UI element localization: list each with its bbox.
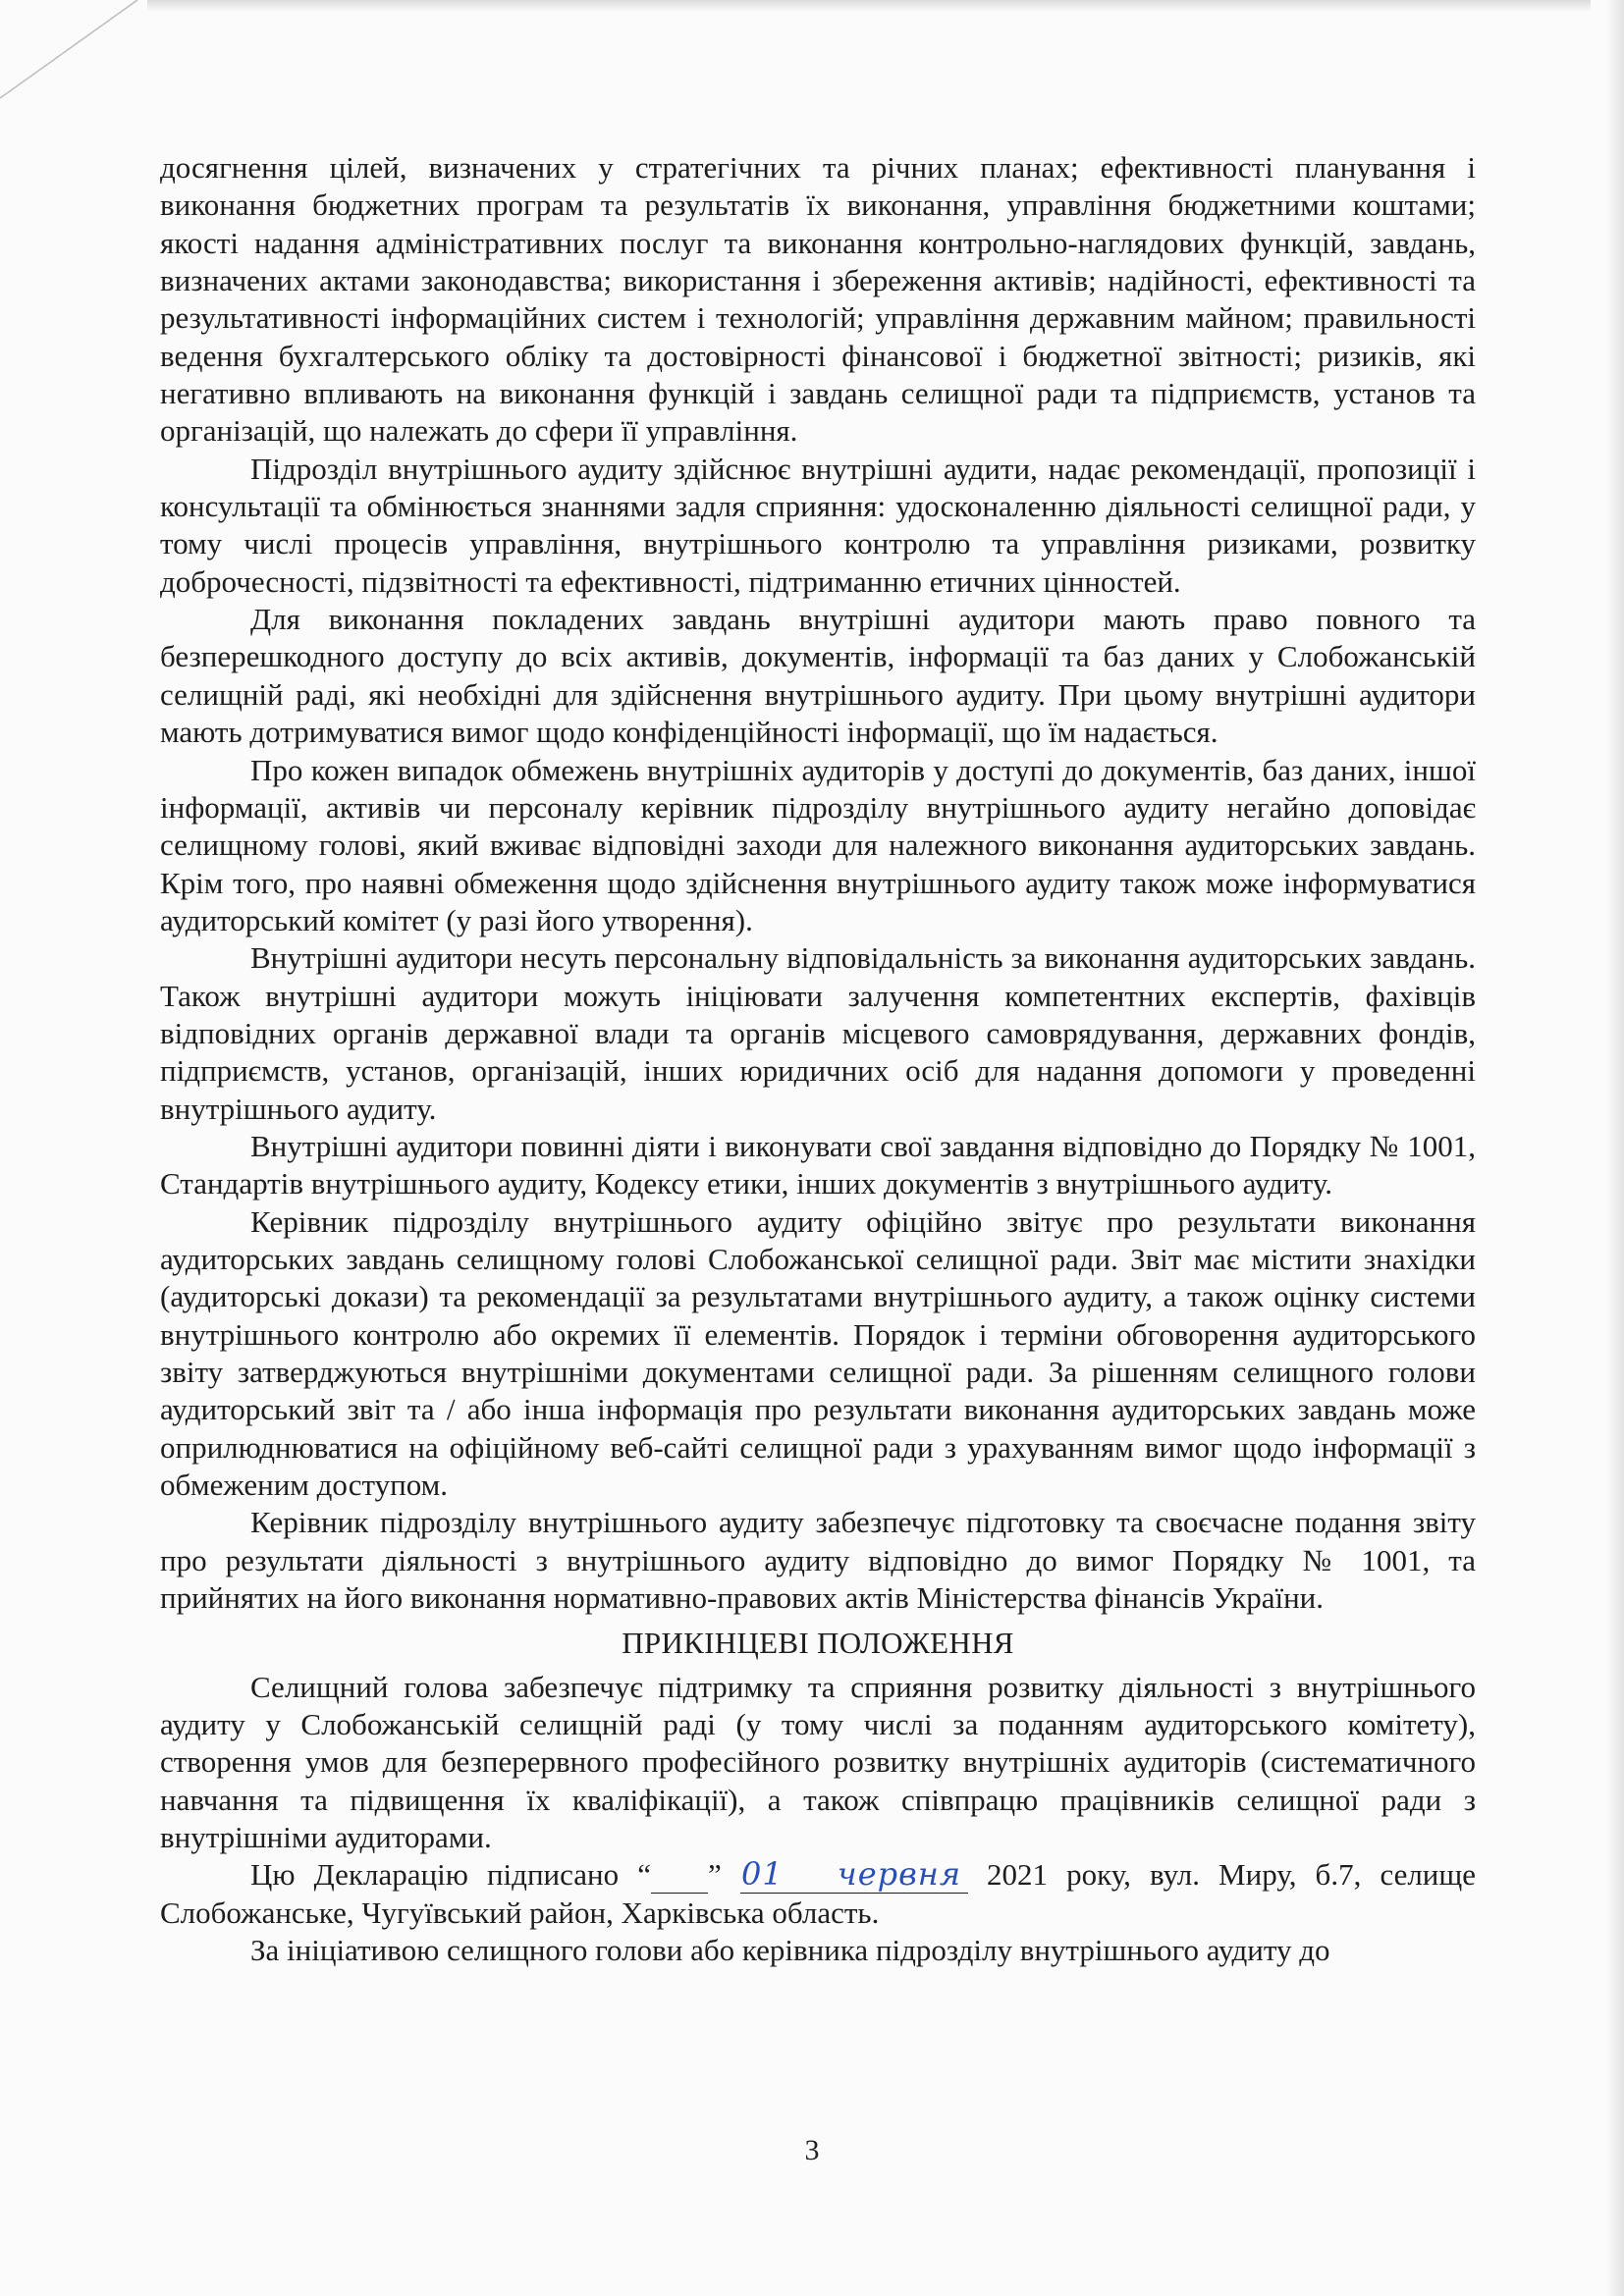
section-heading: ПРИКІНЦЕВІ ПОЛОЖЕННЯ (622, 1626, 1014, 1661)
scan-edge-right (1606, 0, 1624, 2296)
signing-paragraph (160, 1856, 1476, 1932)
scan-edge-top (147, 0, 1591, 12)
document-body (160, 149, 1476, 1970)
paragraph-4: Про кожен випадок обмежень внутрішніх аудиторів у доступі до документів, баз даних, іншої інформації, активів чи персоналу керівник підрозділу внутрішнього аудиту негайно доповідає селищному голові, який вживає відповідні заходи для належного виконання аудиторських завдань. Крім того, про наявні обмеження щодо здійснення внутрішнього аудиту також може інформуватися аудиторський комітет (у разі його утворення). (160, 752, 1476, 937)
paragraph-8: Керівник підрозділу внутрішнього аудиту забезпечує підготовку та своєчасне подання звіту про результати діяльності з внутрішнього аудиту відповідно до вимог Порядку № 1001, та прийнятих на його виконання нормативно-правових актів Міністерства фінансів України. (160, 1505, 1476, 1616)
paragraph-1: досягнення цілей, визначених у стратегічних та річних планах; ефективності планування і виконання бюджетних програм та результатів їх виконання, управління бюджетними коштами; якості надання адміністративних послуг та виконання контрольно-наглядових функцій, завдань, визначених актами законодавства; використання і збереження активів; надійності, ефективності та результативності інформаційних систем і технологій; управління державним майном; правильності ведення бухгалтерського обліку та достовірності фінансової і бюджетної звітності; ризиків, які негативно впливають на виконання функцій і завдань селищної ради та підприємств, установ та організацій, що належать до сфери її управління. (160, 150, 1476, 449)
paragraph-last: За ініціативою селищного голови або керівника підрозділу внутрішнього аудиту до (250, 1933, 1330, 1968)
signing-day-field (651, 1855, 784, 1894)
signing-month-field (740, 1857, 968, 1893)
quote-close: ” (708, 1857, 722, 1893)
signing-prefix: Цю Декларацію підписано (250, 1857, 620, 1893)
signing-suffix: 2021 року, вул. Миру, б.7, селище Слобожанське, Чугуївський район, Харківська область. (160, 1857, 1477, 1930)
signing-month: червня (837, 1855, 961, 1894)
paragraph-3: Для виконання покладених завдань внутрішні аудитори мають право повного та безперешкодного доступу до всіх активів, документів, інформації та баз даних у Слобожанській селищній раді, які необхідні для здійснення внутрішнього аудиту. При цьому внутрішні аудитори мають дотримуватися вимог щодо конфіденційності інформації, що їм надається. (160, 602, 1476, 750)
paragraph-5: Внутрішні аудитори несуть персональну відповідальність за виконання аудиторських завдань. Також внутрішні аудитори можуть ініціювати залучення компетентних експертів, фахівців відповідних органів державної влади та органів місцевого самоврядування, державних фондів, підприємств, установ, організацій, інших юридичних осіб для надання допомоги у проведенні внутрішнього аудиту. (160, 940, 1476, 1126)
quote-open: “ (637, 1857, 651, 1893)
page-number: 3 (804, 2134, 820, 2166)
paragraph-6: Внутрішні аудитори повинні діяти і виконувати свої завдання відповідно до Порядку № 1001, Стандартів внутрішнього аудиту, Кодексу етики, інших документів з внутрішнього аудиту. (160, 1128, 1476, 1201)
paragraph-2: Підрозділ внутрішнього аудиту здійснює внутрішні аудити, надає рекомендації, пропозиції і консультації та обмінюється знаннями задля сприяння: удосконаленню діяльності селищної ради, у тому числі процесів управління, внутрішнього контролю та управління ризиками, розвитку доброчесності, підзвітності та ефективності, підтриманню етичних цінностей. (160, 451, 1476, 599)
paragraph-7: Керівник підрозділу внутрішнього аудиту офіційно звітує про результати виконання аудиторських завдань селищному голові Слобожанської селищної ради. Звіт має містити знахідки (аудиторські докази) та рекомендації за результатами внутрішнього аудиту, а також оцінку системи внутрішнього контролю або окремих її елементів. Порядок і терміни обговорення аудиторського звіту затверджуються внутрішніми документами селищної ради. За рішенням селищного голови аудиторський звіт та / або інша інформація про результати виконання аудиторських завдань може оприлюднюватися на офіційному веб-сайті селищної ради з урахуванням вимог щодо інформації з обмеженим доступом. (160, 1203, 1476, 1503)
paragraph-final-provisions: Селищний голова забезпечує підтримку та сприяння розвитку діяльності з внутрішнього аудиту у Слобожанській селищній раді (у тому числі за поданням аудиторського комітету), створення умов для безперервного професійного розвитку внутрішніх аудиторів (систематичного навчання та підвищення їх кваліфікації), а також співпрацю працівників селищної ради з внутрішніми аудиторами. (160, 1669, 1476, 1855)
signing-day: 01 (741, 1855, 784, 1894)
scan-corner-fold (0, 0, 177, 137)
